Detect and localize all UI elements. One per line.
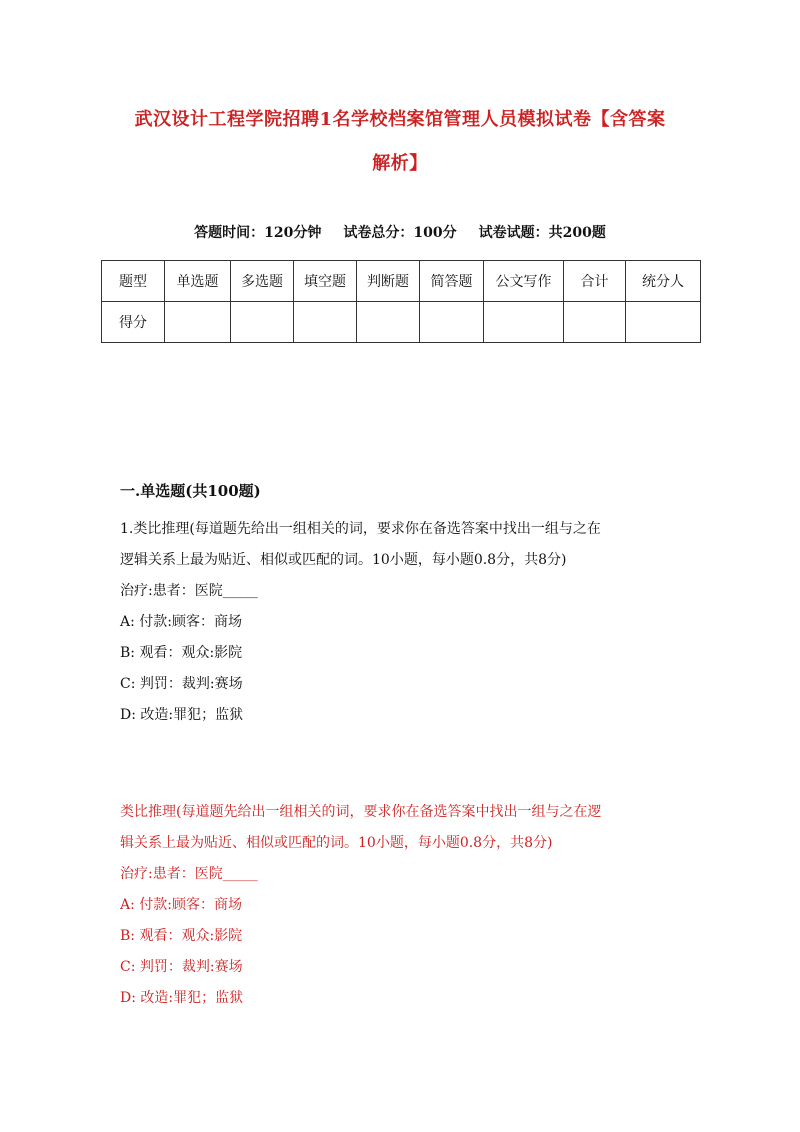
header-cell-fill-blank: 填空题 [294, 261, 357, 302]
answer-block [120, 797, 680, 1014]
answer-instruction-line-2: 辑关系上最为贴近、相似或匹配的词。10小题，每小题0.8分，共8分) [120, 835, 553, 851]
score-cell [626, 302, 701, 343]
score-table [101, 260, 701, 343]
answer-option-b: B: 观看：观众:影院 [120, 928, 243, 944]
page-title [100, 98, 700, 186]
question-option-b: B: 观看：观众:影院 [120, 645, 243, 661]
header-cell-total: 合计 [564, 261, 626, 302]
score-table-score-row [102, 302, 701, 343]
header-cell-single-choice: 单选题 [165, 261, 231, 302]
section-heading: 一.单选题(共100题) [120, 482, 261, 500]
exam-time: 答题时间：120分钟 [194, 225, 322, 241]
header-cell-type: 题型 [102, 261, 165, 302]
answer-instruction-line-1: 类比推理(每道题先给出一组相关的词，要求你在备选答案中找出一组与之在逻 [120, 804, 602, 820]
answer-stem: 治疗:患者：医院_____ [120, 866, 258, 882]
question-instruction-line-2: 逻辑关系上最为贴近、相似或匹配的词。10小题，每小题0.8分，共8分) [120, 552, 567, 568]
question-instruction-line-1: 1.类比推理(每道题先给出一组相关的词，要求你在备选答案中找出一组与之在 [120, 521, 601, 537]
title-line-1: 武汉设计工程学院招聘1名学校档案馆管理人员模拟试卷【含答案 [134, 109, 666, 130]
score-cell [484, 302, 564, 343]
header-cell-short-answer: 简答题 [420, 261, 484, 302]
exam-total-score: 试卷总分：100分 [343, 225, 457, 241]
score-cell [357, 302, 420, 343]
header-cell-scorer: 统分人 [626, 261, 701, 302]
exam-info [100, 222, 700, 244]
answer-option-c: C: 判罚：裁判:赛场 [120, 959, 243, 975]
header-cell-multi-choice: 多选题 [231, 261, 294, 302]
score-cell [420, 302, 484, 343]
question-block [120, 514, 680, 731]
score-table-header-row [102, 261, 701, 302]
score-cell [294, 302, 357, 343]
header-cell-document-writing: 公文写作 [484, 261, 564, 302]
score-cell [564, 302, 626, 343]
answer-option-a: A: 付款:顾客：商场 [120, 897, 242, 913]
exam-question-count: 试卷试题：共200题 [478, 225, 606, 241]
title-line-2: 解析】 [372, 153, 428, 174]
question-stem: 治疗:患者：医院_____ [120, 583, 258, 599]
score-cell [165, 302, 231, 343]
question-option-a: A: 付款:顾客：商场 [120, 614, 242, 630]
answer-option-d: D: 改造:罪犯；监狱 [120, 990, 244, 1006]
score-row-label: 得分 [102, 302, 165, 343]
question-option-c: C: 判罚：裁判:赛场 [120, 676, 243, 692]
score-cell [231, 302, 294, 343]
header-cell-true-false: 判断题 [357, 261, 420, 302]
question-option-d: D: 改造:罪犯；监狱 [120, 707, 244, 723]
